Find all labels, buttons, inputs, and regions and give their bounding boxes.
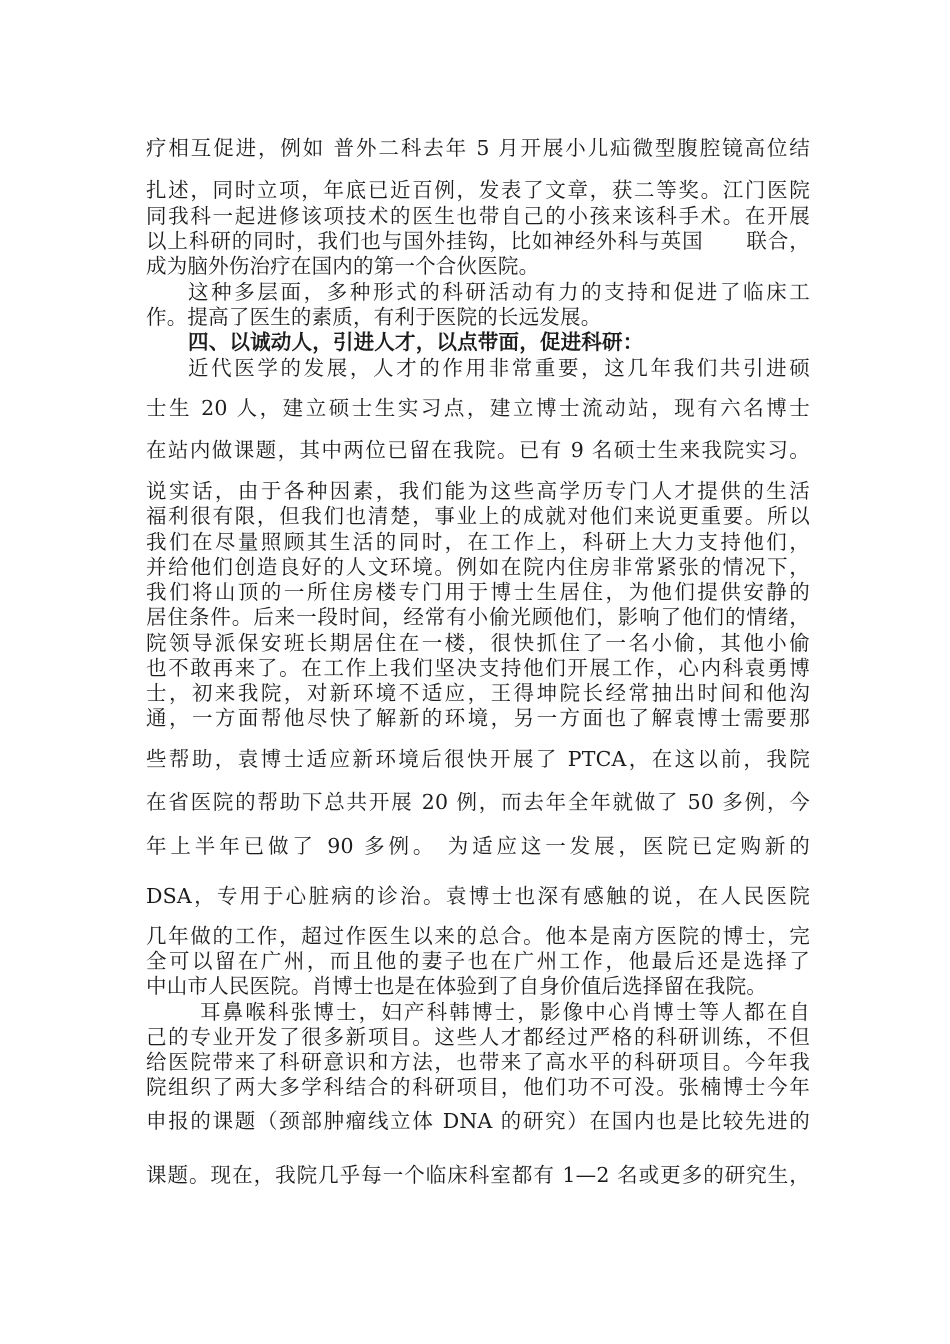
text-line: 疗相互促进，例如 普外二科去年 5 月开展小儿疝微型腹腔镜高位结 — [146, 136, 810, 160]
text-line: 居住条件。后来一段时间，经常有小偷光顾他们，影响了他们的情绪， — [146, 605, 810, 629]
text-line: 己的专业开发了很多新项目。这些人才都经过严格的科研训练，不但 — [146, 1025, 810, 1049]
text-line: 扎述，同时立项，年底已近百例，发表了文章，获二等奖。江门医院 — [146, 178, 810, 202]
text-line: 耳鼻喉科张博士，妇产科韩博士，影像中心肖博士等人都在自 — [200, 1000, 810, 1024]
text-line: 成为脑外伤治疗在国内的第一个合伙医院。 — [146, 254, 540, 278]
text-line: 通，一方面帮他尽快了解新的环境，另一方面也了解袁博士需要那 — [146, 706, 810, 730]
text-line: 院领导派保安班长期居住在一楼，很快抓住了一名小偷，其他小偷 — [146, 631, 810, 655]
text-line: 院组织了两大多学科结合的科研项目，他们功不可没。张楠博士今年 — [146, 1075, 810, 1099]
text-line: 近代医学的发展，人才的作用非常重要，这几年我们共引进硕 — [188, 356, 810, 380]
text-line: 士生 20 人，建立硕士生实习点，建立博士流动站，现有六名博士 — [146, 396, 810, 420]
text-line: 这种多层面，多种形式的科研活动有力的支持和促进了临床工 — [188, 280, 810, 304]
text-line: 申报的课题（颈部肿瘤线立体 DNA 的研究）在国内也是比较先进的 — [146, 1109, 810, 1133]
text-line: 同我科一起进修该项技术的医生也带自己的小孩来该科手术。在开展 — [146, 204, 810, 228]
text-line: 在省医院的帮助下总共开展 20 例，而去年全年就做了 50 多例，今 — [146, 790, 810, 814]
section-heading: 四、以诚动人，引进人才，以点带面，促进科研： — [188, 330, 644, 354]
text-line: 几年做的工作，超过作医生以来的总合。他本是南方医院的博士，完 — [146, 924, 810, 948]
text-line: 在站内做课题，其中两位已留在我院。已有 9 名硕士生来我院实习。 — [146, 438, 810, 462]
text-line: 以上科研的同时，我们也与国外挂钩，比如神经外科与英国 联合， — [146, 229, 810, 253]
text-line: 给医院带来了科研意识和方法，也带来了高水平的科研项目。今年我 — [146, 1050, 810, 1074]
text-line: 并给他们创造良好的人文环境。例如在院内住房非常紧张的情况下， — [146, 555, 810, 579]
text-line: 我们将山顶的一所住房楼专门用于博士生居住，为他们提供安静的 — [146, 580, 810, 604]
text-line: 中山市人民医院。肖博士也是在体验到了自身价值后选择留在我院。 — [146, 974, 767, 998]
text-line: 全可以留在广州，而且他的妻子也在广州工作，他最后还是选择了 — [146, 949, 810, 973]
text-line: 年上半年已做了 90 多例。 为适应这一发展，医院已定购新的 — [146, 834, 810, 858]
text-line: 也不敢再来了。在工作上我们坚决支持他们开展工作，心内科袁勇博 — [146, 656, 810, 680]
text-line: 福利很有限，但我们也清楚，事业上的成就对他们来说更重要。所以 — [146, 504, 810, 528]
text-line: 我们在尽量照顾其生活的同时，在工作上，科研上大力支持他们， — [146, 530, 810, 554]
text-line: 些帮助，袁博士适应新环境后很快开展了 PTCA，在这以前，我院 — [146, 747, 810, 771]
text-line: 作。提高了医生的素质，有利于医院的长远发展。 — [146, 305, 602, 329]
text-line: 说实话，由于各种因素，我们能为这些高学历专门人才提供的生活 — [146, 479, 810, 503]
text-line: DSA，专用于心脏病的诊治。袁博士也深有感触的说，在人民医院 — [146, 884, 810, 908]
text-line: 士，初来我院，对新环境不适应，王得坤院长经常抽出时间和他沟 — [146, 681, 810, 705]
text-line: 课题。现在，我院几乎每一个临床科室都有 1—2 名或更多的研究生， — [146, 1163, 810, 1187]
